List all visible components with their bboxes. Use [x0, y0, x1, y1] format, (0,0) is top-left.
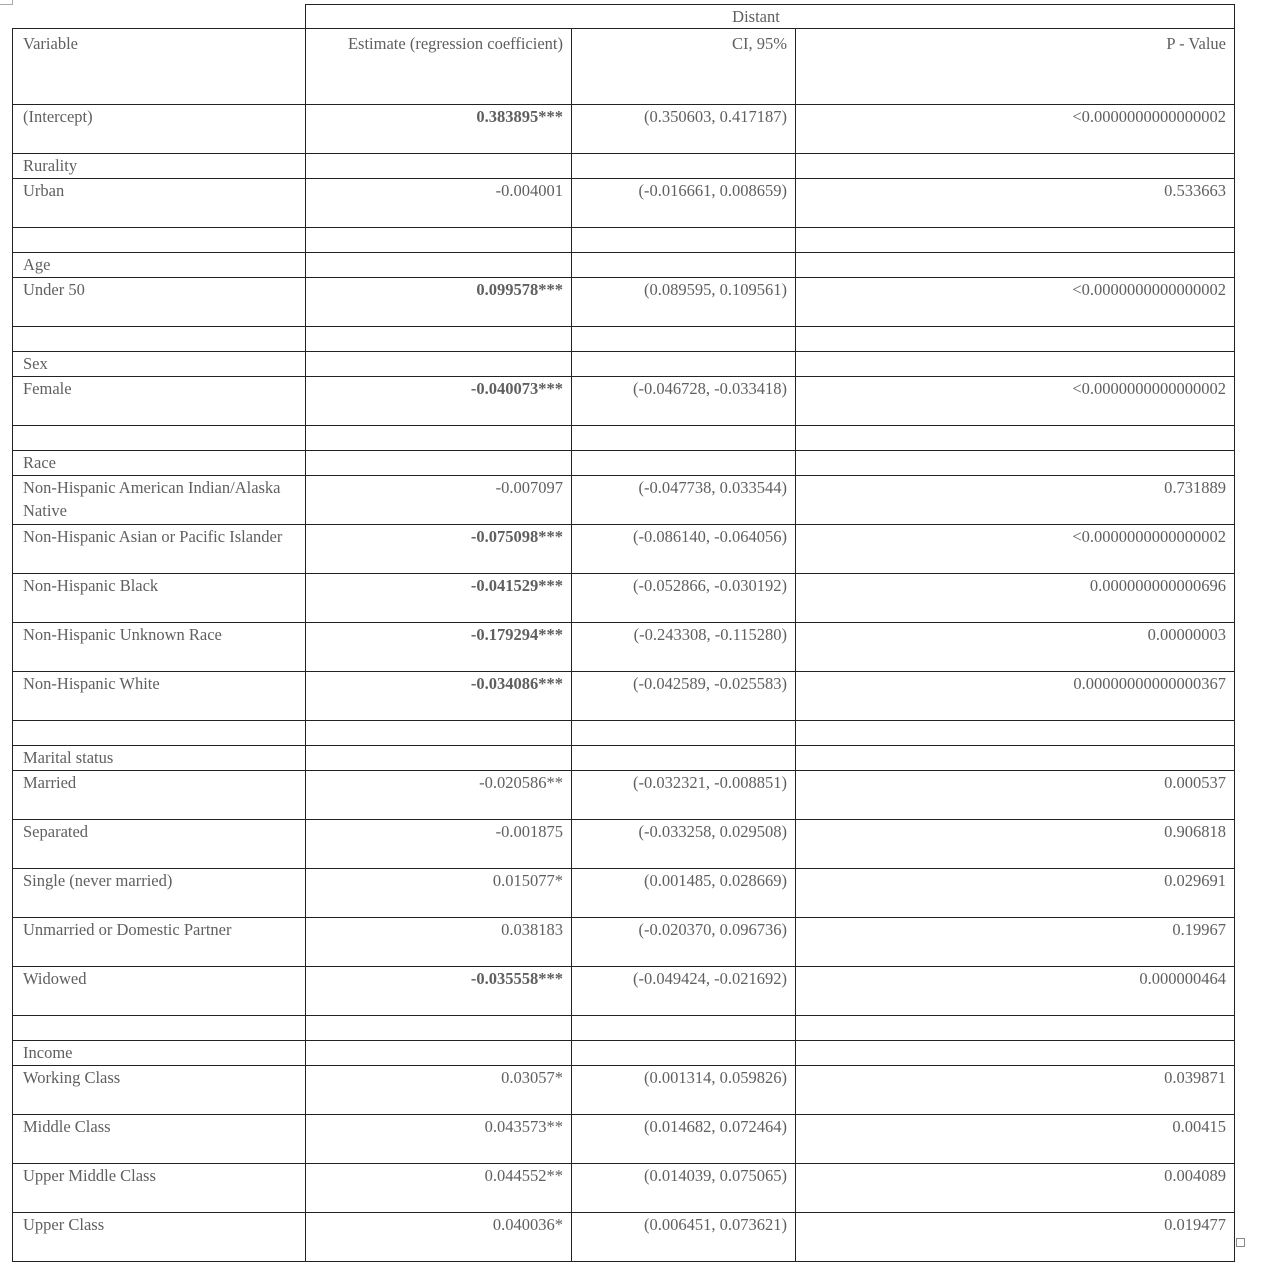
row-ci: (-0.046728, -0.033418) [572, 377, 796, 426]
section-empty-cell [572, 746, 796, 771]
table-row [13, 623, 1235, 672]
header-variable: Variable [13, 29, 306, 105]
group-header-blank [13, 5, 306, 29]
table-row [13, 918, 1235, 967]
table-row [13, 820, 1235, 869]
row-label: Upper Middle Class [13, 1164, 306, 1213]
row-label: Non-Hispanic White [13, 672, 306, 721]
row-ci: (-0.020370, 0.096736) [572, 918, 796, 967]
row-label: Under 50 [13, 278, 306, 327]
row-estimate: -0.179294*** [306, 623, 572, 672]
row-pvalue: 0.000537 [796, 771, 1235, 820]
row-ci: (0.350603, 0.417187) [572, 105, 796, 154]
table-row [13, 771, 1235, 820]
spacer-cell [13, 1016, 306, 1041]
row-pvalue: <0.0000000000000002 [796, 278, 1235, 327]
section-empty-cell [306, 746, 572, 771]
table-row [13, 525, 1235, 574]
row-label: Non-Hispanic Black [13, 574, 306, 623]
row-pvalue: 0.906818 [796, 820, 1235, 869]
spacer-cell [13, 721, 306, 746]
row-estimate: 0.099578*** [306, 278, 572, 327]
row-pvalue: <0.0000000000000002 [796, 105, 1235, 154]
section-empty-cell [306, 352, 572, 377]
header-estimate: Estimate (regression coefficient) [306, 29, 572, 105]
row-label: Separated [13, 820, 306, 869]
spacer-cell [572, 1016, 796, 1041]
row-ci: (0.014039, 0.075065) [572, 1164, 796, 1213]
section-empty-cell [572, 1041, 796, 1066]
header-ci: CI, 95% [572, 29, 796, 105]
row-pvalue: 0.000000464 [796, 967, 1235, 1016]
section-label: Income [13, 1041, 306, 1066]
row-estimate: -0.075098*** [306, 525, 572, 574]
section-label: Age [13, 253, 306, 278]
row-ci: (-0.033258, 0.029508) [572, 820, 796, 869]
section-empty-cell [572, 451, 796, 476]
row-label: (Intercept) [13, 105, 306, 154]
row-estimate: -0.001875 [306, 820, 572, 869]
row-label: Middle Class [13, 1115, 306, 1164]
section-empty-cell [796, 746, 1235, 771]
row-pvalue: 0.004089 [796, 1164, 1235, 1213]
row-ci: (-0.086140, -0.064056) [572, 525, 796, 574]
row-pvalue: 0.00415 [796, 1115, 1235, 1164]
row-pvalue: <0.0000000000000002 [796, 525, 1235, 574]
table-row [13, 476, 1235, 525]
spacer-cell [572, 426, 796, 451]
row-pvalue: 0.19967 [796, 918, 1235, 967]
section-empty-cell [796, 154, 1235, 179]
section-row [13, 451, 1235, 476]
row-pvalue: 0.00000003 [796, 623, 1235, 672]
spacer-cell [306, 228, 572, 253]
table-row [13, 574, 1235, 623]
row-estimate: 0.040036* [306, 1213, 572, 1262]
row-ci: (0.006451, 0.073621) [572, 1213, 796, 1262]
header-pvalue: P - Value [796, 29, 1235, 105]
section-row [13, 154, 1235, 179]
table-row [13, 1164, 1235, 1213]
row-estimate: -0.007097 [306, 476, 572, 525]
section-empty-cell [306, 1041, 572, 1066]
section-label: Sex [13, 352, 306, 377]
table-row [13, 672, 1235, 721]
row-estimate: -0.041529*** [306, 574, 572, 623]
row-pvalue: 0.731889 [796, 476, 1235, 525]
spacer-row [13, 426, 1235, 451]
row-ci: (-0.052866, -0.030192) [572, 574, 796, 623]
row-estimate: -0.040073*** [306, 377, 572, 426]
section-empty-cell [572, 352, 796, 377]
spacer-cell [13, 426, 306, 451]
table-row [13, 869, 1235, 918]
row-ci: (-0.016661, 0.008659) [572, 179, 796, 228]
group-header-row [13, 5, 1235, 29]
row-label: Single (never married) [13, 869, 306, 918]
group-header-label: Distant [732, 7, 780, 26]
row-estimate: 0.044552** [306, 1164, 572, 1213]
spacer-cell [796, 426, 1235, 451]
row-estimate: 0.043573** [306, 1115, 572, 1164]
row-ci: (-0.243308, -0.115280) [572, 623, 796, 672]
section-row [13, 352, 1235, 377]
section-empty-cell [796, 253, 1235, 278]
row-estimate: 0.015077* [306, 869, 572, 918]
row-label: Unmarried or Domestic Partner [13, 918, 306, 967]
row-pvalue: 0.00000000000000367 [796, 672, 1235, 721]
row-ci: (-0.049424, -0.021692) [572, 967, 796, 1016]
section-empty-cell [572, 154, 796, 179]
row-label: Non-Hispanic American Indian/Alaska Native [13, 476, 306, 525]
spacer-cell [796, 228, 1235, 253]
row-ci: (0.089595, 0.109561) [572, 278, 796, 327]
table-row [13, 278, 1235, 327]
spacer-row [13, 1016, 1235, 1041]
spacer-cell [796, 327, 1235, 352]
row-ci: (-0.047738, 0.033544) [572, 476, 796, 525]
section-row [13, 1041, 1235, 1066]
row-estimate: 0.038183 [306, 918, 572, 967]
section-label: Marital status [13, 746, 306, 771]
spacer-cell [306, 426, 572, 451]
section-empty-cell [796, 352, 1235, 377]
section-row [13, 746, 1235, 771]
row-estimate: -0.004001 [306, 179, 572, 228]
table-resize-handle[interactable] [1236, 1238, 1245, 1247]
table-row [13, 967, 1235, 1016]
row-label: Married [13, 771, 306, 820]
row-pvalue: 0.000000000000696 [796, 574, 1235, 623]
spacer-cell [13, 327, 306, 352]
spacer-row [13, 721, 1235, 746]
regression-table [12, 4, 1235, 1262]
row-pvalue: 0.533663 [796, 179, 1235, 228]
row-pvalue: 0.039871 [796, 1066, 1235, 1115]
spacer-row [13, 327, 1235, 352]
spacer-cell [572, 721, 796, 746]
row-label: Widowed [13, 967, 306, 1016]
row-pvalue: 0.029691 [796, 869, 1235, 918]
group-header-distant [306, 5, 1235, 29]
spacer-cell [796, 1016, 1235, 1041]
spacer-cell [13, 228, 306, 253]
section-empty-cell [796, 451, 1235, 476]
table-row [13, 377, 1235, 426]
table-row [13, 1115, 1235, 1164]
row-ci: (0.014682, 0.072464) [572, 1115, 796, 1164]
column-header-row [13, 29, 1235, 105]
spacer-row [13, 228, 1235, 253]
table-row [13, 179, 1235, 228]
spacer-cell [306, 721, 572, 746]
row-label: Urban [13, 179, 306, 228]
section-empty-cell [306, 253, 572, 278]
section-row [13, 253, 1235, 278]
spacer-cell [796, 721, 1235, 746]
spacer-cell [572, 228, 796, 253]
table-row [13, 1213, 1235, 1262]
row-estimate: -0.020586** [306, 771, 572, 820]
regression-table-body [13, 5, 1235, 1262]
table-row [13, 105, 1235, 154]
table-row [13, 1066, 1235, 1115]
row-label: Non-Hispanic Unknown Race [13, 623, 306, 672]
row-ci: (0.001485, 0.028669) [572, 869, 796, 918]
section-label: Race [13, 451, 306, 476]
spacer-cell [306, 327, 572, 352]
section-empty-cell [306, 154, 572, 179]
row-estimate: -0.035558*** [306, 967, 572, 1016]
section-empty-cell [572, 253, 796, 278]
row-label: Non-Hispanic Asian or Pacific Islander [13, 525, 306, 574]
section-empty-cell [796, 1041, 1235, 1066]
section-empty-cell [306, 451, 572, 476]
row-label: Female [13, 377, 306, 426]
row-label: Upper Class [13, 1213, 306, 1262]
row-ci: (-0.032321, -0.008851) [572, 771, 796, 820]
row-pvalue: 0.019477 [796, 1213, 1235, 1262]
row-estimate: 0.03057* [306, 1066, 572, 1115]
row-estimate: 0.383895*** [306, 105, 572, 154]
spacer-cell [306, 1016, 572, 1041]
section-label: Rurality [13, 154, 306, 179]
spacer-cell [572, 327, 796, 352]
row-estimate: -0.034086*** [306, 672, 572, 721]
row-ci: (0.001314, 0.059826) [572, 1066, 796, 1115]
row-pvalue: <0.0000000000000002 [796, 377, 1235, 426]
row-label: Working Class [13, 1066, 306, 1115]
row-ci: (-0.042589, -0.025583) [572, 672, 796, 721]
